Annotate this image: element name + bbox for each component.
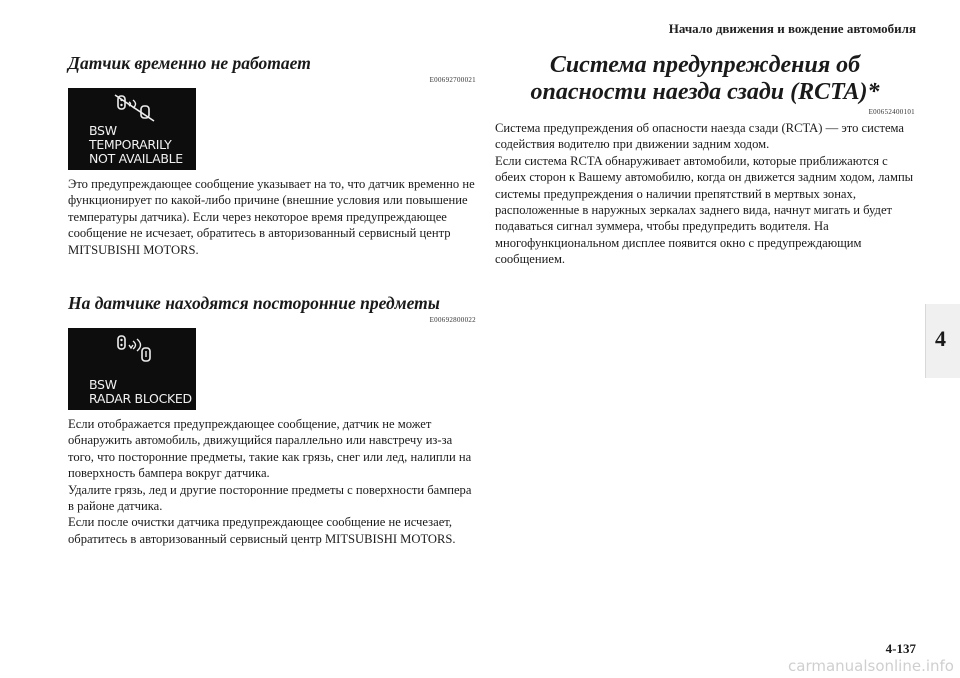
page-number: 4-137 bbox=[885, 641, 916, 656]
paragraph: Если отображается предупреждающее сообщение, датчик не может обнаружить автомобиль, движущийся параллельно или навстречу из-за того, что посторонние предметы, такие как грязь, снег или лед, налипли на поверхность бампера вокруг датчика. bbox=[68, 417, 472, 481]
section-title-rcta: Система предупреждения об опасности наезда сзади (RCTA)* bbox=[530, 52, 880, 105]
section-title-radar-blocked: На датчике находятся посторонние предметы bbox=[68, 293, 440, 314]
chapter-tab bbox=[925, 304, 960, 378]
paragraph: Это предупреждающее сообщение указывает на то, что датчик временно не функционирует по какой-либо причине (внешние условия или повышение температуры датчика). Если через некоторое время предупреждающее сообщение не исчезает, обратитесь в авторизованный сервисный центр MITSUBISHI MOTORS. bbox=[68, 177, 475, 257]
display-screen-temporarily-unavailable bbox=[68, 88, 196, 170]
section-code: E00692700021 bbox=[429, 76, 476, 84]
display-screen-radar-blocked bbox=[68, 328, 196, 410]
section-code: E00652400101 bbox=[868, 108, 915, 116]
display-message: BSW TEMPORARILY NOT AVAILABLE bbox=[89, 123, 183, 166]
display-message: BSW RADAR BLOCKED bbox=[89, 377, 192, 407]
left-column bbox=[68, 52, 476, 547]
paragraph: Если после очистки датчика предупреждающее сообщение не исчезает, обратитесь в авторизованный сервисный центр MITSUBISHI MOTORS. bbox=[68, 515, 456, 546]
radar-blocked-icon bbox=[114, 334, 158, 364]
section-code: E00692800022 bbox=[429, 316, 476, 325]
paragraph: Если система RCTA обнаруживает автомобили, которые приближаются с обеих сторон к Вашему автомобилю, когда он движется задним ходом, лампы системы предупреждения о наличии препятствий в мертвых зонах, расположенные в наружных зеркалах заднего вида, начнут мигать и будет подаваться сигнал зуммера, чтобы предупредить водителя. На многофункциональном дисплее появится окно с предупреждающим сообщением. bbox=[495, 153, 914, 267]
paragraph: Удалите грязь, лед и другие посторонние предметы с поверхности бампера в районе датчика. bbox=[68, 482, 472, 514]
page-header-title: Начало движения и вождение автомобиля bbox=[668, 21, 916, 36]
section-title-sensor-unavailable: Датчик временно не работает bbox=[68, 53, 311, 73]
right-column bbox=[495, 52, 915, 268]
radar-unavailable-icon bbox=[114, 94, 158, 122]
watermark: carmanualsonline.info bbox=[788, 657, 954, 675]
chapter-number: 4 bbox=[935, 326, 946, 351]
paragraph: Система предупреждения об опасности наезда сзади (RCTA) — это система содействия водителю при движении задним ходом. bbox=[495, 121, 905, 152]
